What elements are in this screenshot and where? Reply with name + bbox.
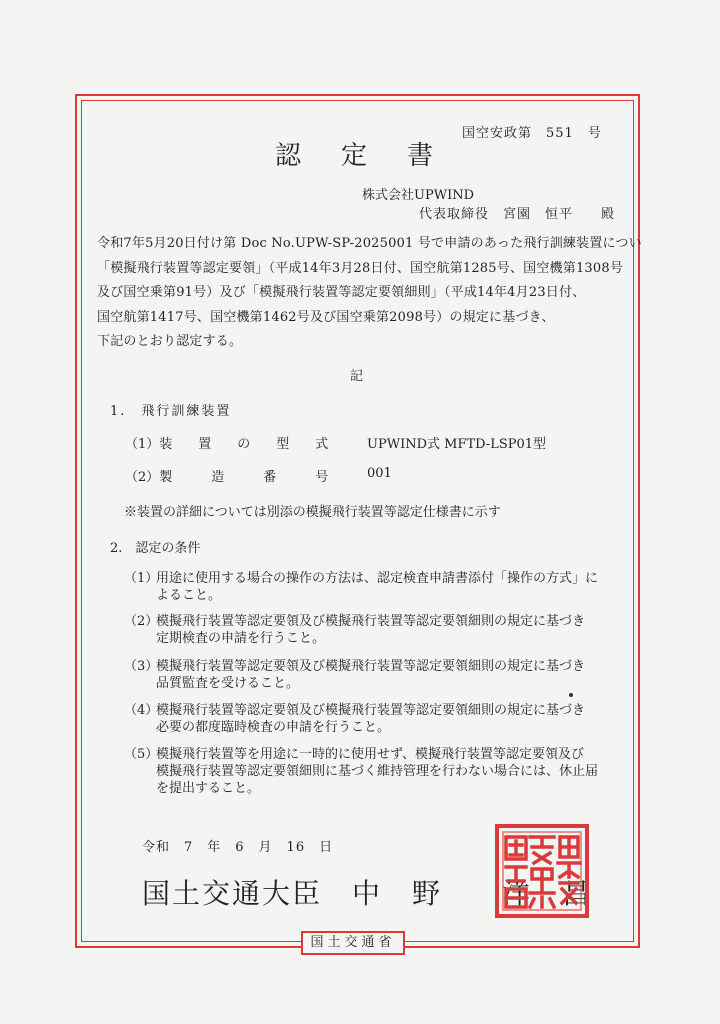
document-title: 認定書 — [275, 141, 474, 171]
body-line: 及び国空乗第91号）及び「模擬飛行装置等認定要領細則」（平成14年4月23日付、 — [97, 285, 586, 300]
recipient-representative: 代表取締役 宮園 恒平 殿 — [419, 207, 616, 222]
condition-line: 定期検査の申請を行うこと。 — [156, 631, 326, 646]
official-seal-icon — [494, 823, 590, 919]
seal-text: 国土交通大臣之印 — [542, 918, 550, 919]
condition-line: 品質監査を受けること。 — [156, 676, 300, 691]
condition-line: 模擬飛行装置等認定要領及び模擬飛行装置等認定要領細則の規定に基づき — [156, 703, 586, 718]
body-line: 令和7年5月20日付け第 Doc No.UPW-SP-2025001 号で申請のあった飛行訓練装置につい — [97, 236, 642, 251]
ink-speck — [569, 693, 573, 697]
condition-line: 用途に使用する場合の操作の方法は、認定検査申請書添付「操作の方式」に — [156, 571, 599, 586]
ministry-stamp-box — [301, 931, 405, 955]
serial-number-value: 001 — [367, 466, 392, 481]
serial-number-label: （2）製 造 番 号 — [125, 470, 329, 485]
body-paragraph — [97, 232, 642, 355]
condition-line: 模擬飛行装置等認定要領及び模擬飛行装置等認定要領細則の規定に基づき — [156, 614, 586, 629]
condition-line: を提出すること。 — [156, 781, 261, 796]
section1-heading: 1. 飛行訓練装置 — [110, 404, 232, 419]
document-number: 国空安政第 551 号 — [462, 126, 602, 141]
ministry-label: 国土交通省 — [310, 935, 396, 950]
condition-line: よること。 — [156, 588, 222, 603]
section2-heading: 2. 認定の条件 — [110, 541, 201, 556]
condition-line: 必要の都度臨時検査の申請を行うこと。 — [156, 720, 391, 735]
condition-line: 模擬飛行装置等認定要領及び模擬飛行装置等認定要領細則の規定に基づき — [156, 659, 586, 674]
condition-number: （4） — [124, 703, 159, 718]
condition-line: 模擬飛行装置等を用途に一時的に使用せず、模擬飛行装置等認定要領及び — [156, 747, 584, 762]
red-border-inner — [81, 100, 642, 942]
condition-line: 模擬飛行装置等認定要領細則に基づく維持管理を行わない場合には、休止届 — [156, 764, 599, 779]
ki-heading: 記 — [350, 369, 364, 384]
model-type-value: UPWIND式 MFTD-LSP01型 — [367, 437, 547, 452]
issue-date: 令和 7 年 6 月 16 日 — [142, 840, 334, 855]
model-type-label: （1）装 置 の 型 式 — [125, 437, 329, 452]
body-line: 国空航第1417号、国空機第1462号及び国空乗第2098号）の規定に基づき、 — [97, 309, 555, 325]
body-line: 「模擬飛行装置等認定要領」（平成14年3月28日付、国空航第1285号、国空機第1308号 — [97, 260, 624, 276]
minister-signature: 国土交通大臣 中 野 洋 昌 — [142, 877, 593, 910]
condition-number: （3） — [124, 659, 159, 674]
condition-number: （5） — [124, 747, 159, 762]
condition-number: （2） — [124, 614, 159, 629]
device-note: ※装置の詳細については別添の模擬飛行装置等認定仕様書に示す — [124, 505, 501, 520]
condition-number: （1） — [124, 571, 159, 586]
recipient-company: 株式会社UPWIND — [362, 188, 474, 203]
body-line: 下記のとおり認定する。 — [97, 334, 243, 349]
